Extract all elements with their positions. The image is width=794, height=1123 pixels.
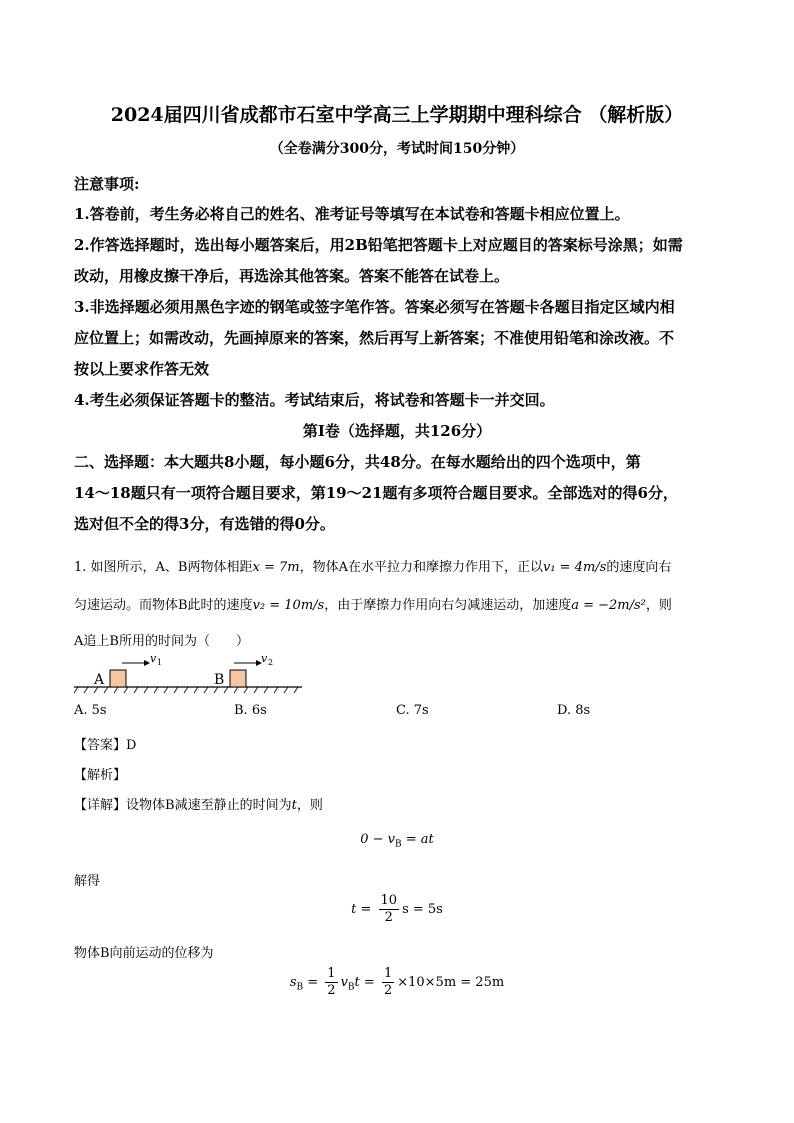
option-d: D. 8s (557, 703, 591, 718)
notice-line: 按以上要求作答无效 (74, 360, 210, 378)
notice-line: 4.考生必须保证答题卡的整洁。考试结束后，将试卷和答题卡一并交回。 (74, 391, 555, 409)
eq3-lhs: s (289, 975, 297, 990)
question-text: ，物体A在水平拉力和摩擦力作用下，正以 (299, 560, 543, 575)
eq2-lhs: t = (351, 902, 376, 917)
notice-line: 1.答卷前，考生务必将自己的姓名、准考证号等填写在本试卷和答题卡相应位置上。 (74, 205, 630, 223)
velocity-b-label: v (261, 652, 268, 665)
motion-diagram (70, 650, 310, 695)
question-text: ，则 (645, 598, 672, 613)
eq3-f2-denominator: 2 (383, 983, 393, 998)
detail-line (74, 794, 323, 813)
velocity-a-expression: v₁ = 4m/s (542, 560, 607, 575)
eq2-numerator: 10 (380, 893, 398, 908)
option-c: C. 7s (396, 703, 429, 718)
eq3-f2-numerator: 1 (383, 966, 393, 981)
eq3-velocity: v (340, 975, 348, 990)
notice-line: 2.作答选择题时，选出每小题答案后，用2B铅笔把答题卡上对应题目的答案标号涂黑；如需 (74, 236, 683, 254)
acceleration-expression: a = −2m/s² (571, 598, 646, 613)
block-a (110, 670, 126, 687)
eq1-rhs: = at (401, 832, 434, 847)
eq1-lhs: 0 − v (360, 832, 395, 847)
answer-value: D (126, 738, 137, 753)
exam-info: （全卷满分300分，考试时间150分钟） (269, 141, 525, 157)
notice-line: 3.非选择题必须用黑色字迹的钢笔或签字笔作答。答案必须写在答题卡各题目指定区域内相 (74, 298, 675, 316)
option-b: B. 6s (234, 703, 267, 718)
velocity-b-subscript: 2 (268, 658, 274, 667)
eq3-equals: = (303, 975, 323, 990)
eq3-lhs-subscript: B (296, 982, 304, 993)
eq3-f1-numerator: 1 (327, 966, 336, 981)
analysis-label (74, 764, 126, 783)
velocity-a-label: v (150, 652, 157, 665)
equation-1 (0, 832, 794, 850)
question-text: 1. 如图所示，A、B两物体相距 (74, 560, 253, 575)
block-a-label: A (94, 672, 105, 688)
eq2-rhs: s = 5s (402, 902, 443, 917)
question-text: A追上B所用的时间为（ ） (74, 634, 249, 649)
question-stem (74, 594, 672, 613)
page-title: 2024届四川省成都市石室中学高三上学期期中理科综合 （解析版） (110, 104, 684, 126)
analysis-label-text: 【解析】 (74, 768, 127, 783)
time-variable: t (291, 798, 297, 813)
eq3-f1-denominator: 2 (327, 983, 336, 998)
eq1-subscript: B (395, 839, 402, 850)
equation-3 (0, 966, 794, 999)
block-b-label: B (214, 672, 225, 688)
eq3-fraction-1 (325, 966, 337, 999)
question-text: ，由于摩擦力作用向右匀减速运动，加速度 (324, 598, 572, 613)
question-stem (74, 556, 671, 575)
distance-expression: x = 7m (252, 560, 300, 575)
question-text: 匀速运动。而物体B此时的速度 (74, 598, 253, 613)
option-a: A. 5s (74, 703, 107, 718)
detail-text: 设物体B减速至静止的时间为 (126, 798, 292, 813)
question-text: 的速度向右 (606, 560, 672, 575)
detail-label: 【详解】 (74, 798, 127, 813)
notice-line: 应位置上；如需改动，先画掉原来的答案，然后再写上新答案；不准使用铅笔和涂改液。不 (74, 329, 675, 347)
eq3-rhs: ×10×5m = 25m (397, 975, 505, 990)
section-instructions: 选对但不全的得3分，有选错的得0分。 (74, 515, 335, 533)
block-b (230, 670, 246, 687)
answer-label: 【答案】 (74, 738, 127, 753)
solve-text: 解得 (74, 874, 101, 889)
notice-line: 改动，用橡皮擦干净后，再选涂其他答案。答案不能答在试卷上。 (74, 267, 510, 285)
detail-text: ，则 (296, 798, 323, 813)
eq3-fraction-2 (382, 966, 394, 999)
eq2-denominator: 2 (384, 910, 393, 925)
ground-hatching (74, 687, 298, 693)
velocity-b-expression: v₂ = 10m/s (252, 598, 325, 613)
section-instructions: 二、选择题：本大题共8小题，每小题6分，共48分。在每水题给出的四个选项中，第 (74, 453, 641, 471)
velocity-a-subscript: 1 (157, 658, 163, 667)
detail-text: 物体B向前运动的位移为 (74, 946, 214, 961)
eq2-fraction (379, 893, 400, 926)
section-instructions: 14～18题只有一项符合题目要求，第19～21题有多项符合题目要求。全部选对的得6分， (74, 484, 678, 502)
equation-2 (0, 893, 794, 926)
notice-heading: 注意事项: (74, 175, 140, 193)
answer-line (74, 734, 136, 753)
part-heading: 第I卷（选择题，共126分） (302, 422, 492, 440)
eq3-velocity-subscript: B (347, 982, 355, 993)
eq3-time: t = (354, 975, 379, 990)
